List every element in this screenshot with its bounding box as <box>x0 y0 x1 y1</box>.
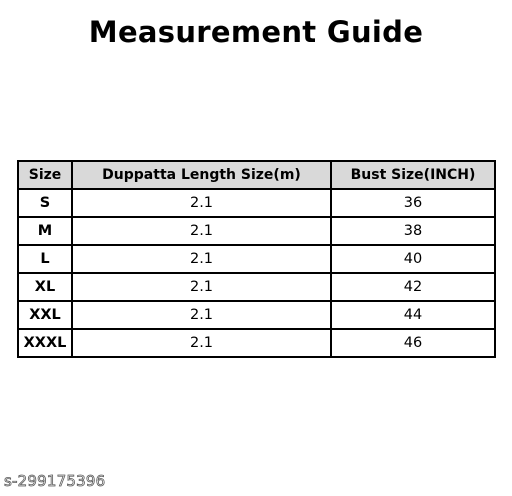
length-cell: 2.1 <box>72 329 331 357</box>
length-cell: 2.1 <box>72 189 331 217</box>
header-duppatta-length: Duppatta Length Size(m) <box>72 161 331 189</box>
length-cell: 2.1 <box>72 301 331 329</box>
bust-cell: 46 <box>331 329 495 357</box>
table-row <box>18 189 495 217</box>
length-cell: 2.1 <box>72 217 331 245</box>
bust-cell: 42 <box>331 273 495 301</box>
length-cell: 2.1 <box>72 273 331 301</box>
length-cell: 2.1 <box>72 245 331 273</box>
size-cell: L <box>18 245 72 273</box>
bust-cell: 40 <box>331 245 495 273</box>
header-size: Size <box>18 161 72 189</box>
size-cell: XXXL <box>18 329 72 357</box>
size-cell: XXL <box>18 301 72 329</box>
watermark-text: s-299175396 <box>4 472 106 490</box>
size-cell: S <box>18 189 72 217</box>
size-cell: XL <box>18 273 72 301</box>
table-row <box>18 245 495 273</box>
table-row <box>18 329 495 357</box>
size-cell: M <box>18 217 72 245</box>
measurement-table <box>17 160 496 358</box>
bust-cell: 38 <box>331 217 495 245</box>
bust-cell: 44 <box>331 301 495 329</box>
table-row <box>18 273 495 301</box>
table-row <box>18 301 495 329</box>
table-header-row <box>18 161 495 189</box>
table-row <box>18 217 495 245</box>
bust-cell: 36 <box>331 189 495 217</box>
header-bust-size: Bust Size(INCH) <box>331 161 495 189</box>
page-title: Measurement Guide <box>88 15 424 49</box>
